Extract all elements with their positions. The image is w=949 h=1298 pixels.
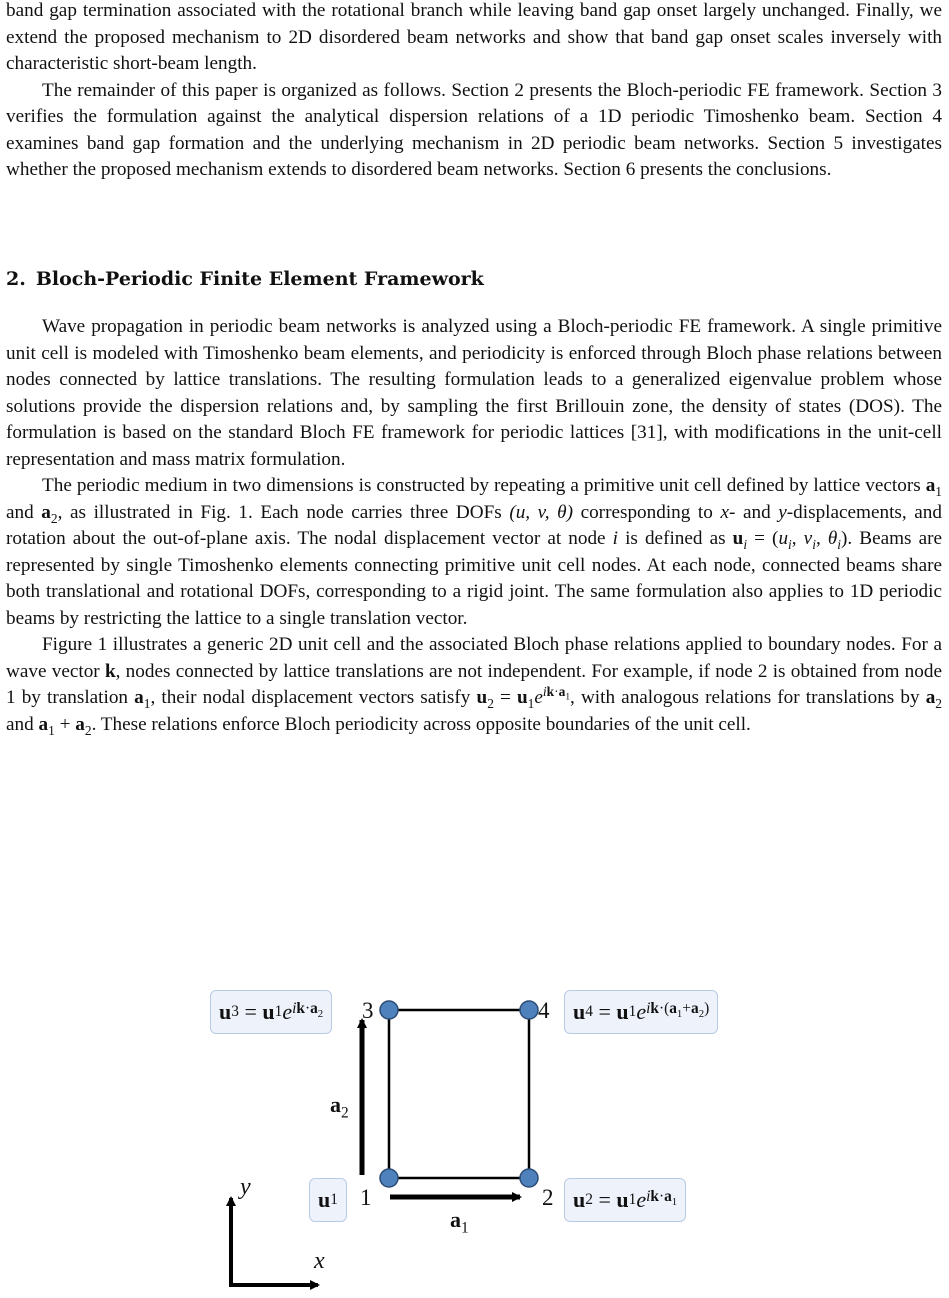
y-axis-label: y [240,1174,251,1200]
node-1 [380,1169,398,1187]
organization-paragraph: The remainder of this paper is organized as follows. Section 2 presents the Bloch-periodic FE framework. Section 3 verifies the formulation against the analytical dispersion relations of a 1D periodic Timoshenko beam. Section 4 examines band gap formation and the underlying mechanism in 2D periodic beam networks. Section 5 investigates whether the proposed mechanism extends to disordered beam networks. Section 6 presents the conclusions. [6,79,942,180]
intro-text-block [6,0,942,184]
section-heading [6,268,484,290]
a2-label: $a_2$ [330,1092,349,1122]
section-number: 2. [6,268,26,290]
u4-relation-box: u 4 = u 1 e $ik\cdot(a_1+a_2)$ [564,990,718,1034]
node-3 [380,1001,398,1019]
u3-relation-box: u 3 = u 1 e $ik\cdot a_2$ [210,990,332,1034]
node-1-label: 1 [360,1185,372,1210]
paragraph-3: Figure 1 illustrates a generic 2D unit cell and the associated Bloch phase relations applied to boundary nodes. For a wave vector k, nodes connected by lattice translations are not independent. For example, if node 2 is obtained from node 1 by translation $a_1$, their nodal displacement vectors satisfy $u_2 = u_1e^{ik\cdot a_1}$, with analogous relations for translations by $a_2$ and $a_1 + a_2$. These relations enforce Bloch periodicity across opposite boundaries of the unit cell. [6,634,942,738]
section-body [6,314,942,738]
node-2 [520,1169,538,1187]
node-2-label: 2 [542,1185,554,1210]
paragraph-2: The periodic medium in two dimensions is constructed by repeating a primitive unit cell defined by lattice vectors $a_1$ and $a_2$, as illustrated in Fig. 1. Each node carries three DOFs (u, v, θ) corresponding to x- and y-displacements, and rotation about the out-of-plane axis. The nodal displacement vector at node i is defined as $u_i = (u_i$, $v_i$, $\theta_i$). Beams are represented by single Timoshenko elements connecting primitive unit cell nodes. At each node, connected beams share both translational and rotational DOFs, corresponding to a rigid joint. The same formulation also applies to 1D periodic beams by restricting the lattice to a single translation vector. [6,475,943,629]
section-title: Bloch-Periodic Finite Element Framework [35,268,484,290]
unit-cell-square [389,1010,529,1178]
paragraph-1: Wave propagation in periodic beam networks is analyzed using a Bloch-periodic FE framework. A single primitive unit cell is modeled with Timoshenko beam elements, and periodicity is enforced through Bloch phase relations between nodes connected by lattice translations. The resulting formulation leads to a generalized eigenvalue problem whose solutions provide the dispersion relations and, by sampling the first Brillouin zone, the density of states (DOS). The formulation is based on the standard Bloch FE framework for periodic lattices [31], with modifications in the unit-cell representation and mass matrix formulation. [6,316,942,470]
intro-continuation: band gap termination associated with the rotational branch while leaving band gap onset largely unchanged. Finally, we extend the proposed mechanism to 2D disordered beam networks and show that band gap onset scales inversely with characteristic short-beam length. [6,0,942,74]
u1-box: u 1 [309,1178,347,1222]
node-3-label: 3 [362,998,374,1023]
node-4 [520,1001,538,1019]
a1-label: $a_1$ [450,1207,469,1237]
x-axis-label: x [314,1248,325,1274]
u2-relation-box: u 2 = u 1 e $ik\cdot a_1$ [564,1178,686,1222]
node-4-label: 4 [538,998,550,1023]
